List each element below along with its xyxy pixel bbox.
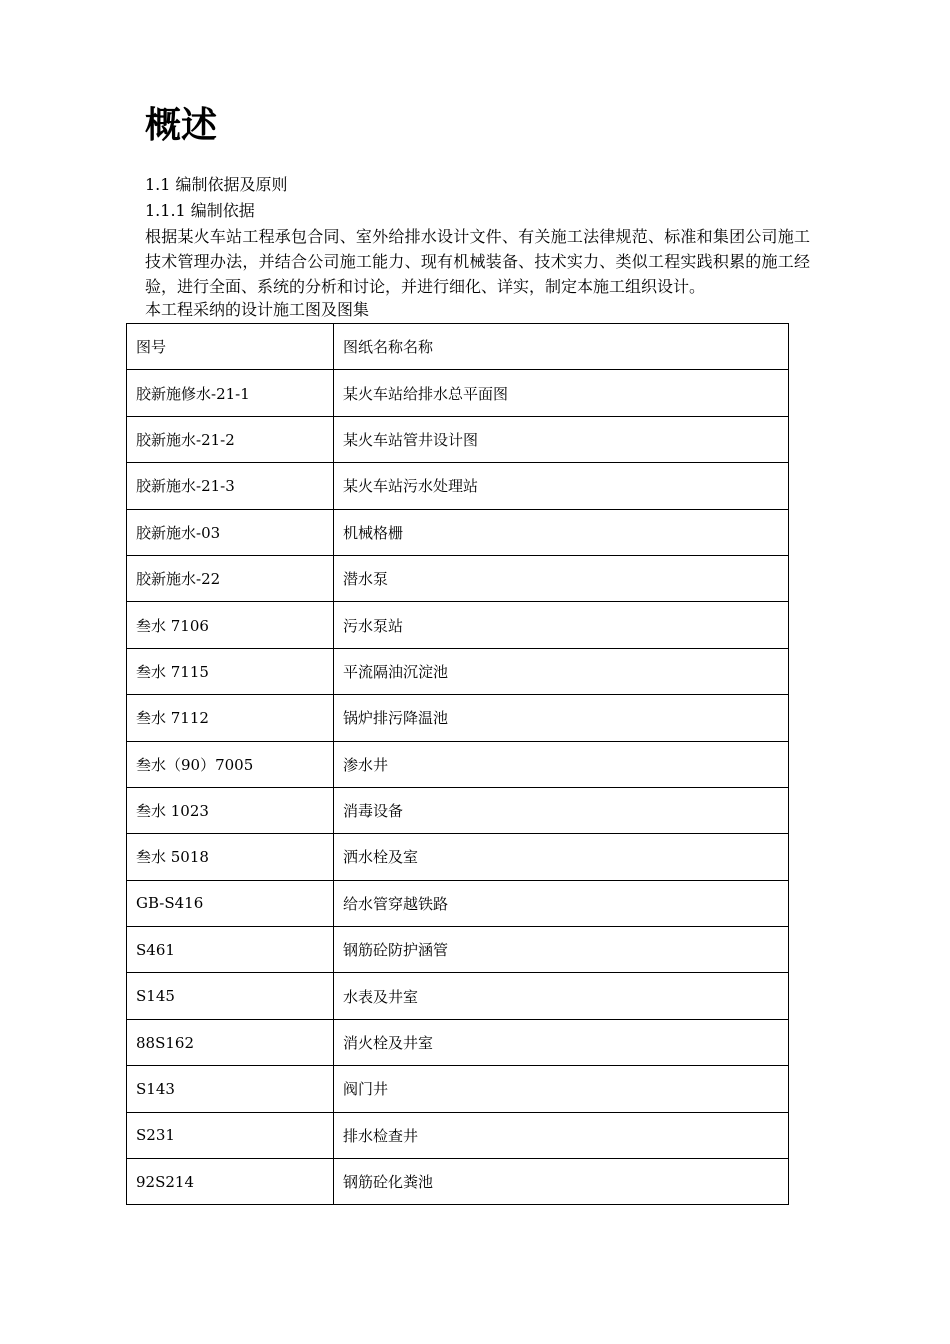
cell-drawing-number: S231 [127,1112,334,1158]
table-caption: 本工程采纳的设计施工图及图集 [145,300,370,319]
table-row [127,741,789,787]
cell-drawing-number: 叁水 1023 [127,787,334,833]
cell-drawing-number: 叁水（90）7005 [127,741,334,787]
table-row [127,602,789,648]
table-row [127,648,789,694]
cell-drawing-name: 洒水栓及室 [334,834,789,880]
cell-drawing-name: 某火车站污水处理站 [334,463,789,509]
cell-drawing-number: S461 [127,927,334,973]
cell-drawing-name: 水表及井室 [334,973,789,1019]
cell-drawing-number: 胶新施水-21-3 [127,463,334,509]
cell-drawing-number: S145 [127,973,334,1019]
cell-drawing-name: 阀门井 [334,1066,789,1112]
cell-drawing-name: 排水检查井 [334,1112,789,1158]
table-row [127,1066,789,1112]
table-row [127,509,789,555]
cell-drawing-name: 钢筋砼化粪池 [334,1159,789,1205]
table-row [127,1019,789,1065]
subsection-heading: 1.1.1 编制依据 [145,201,255,220]
header-drawing-number: 图号 [127,324,334,370]
cell-drawing-number: 叁水 7106 [127,602,334,648]
cell-drawing-number: 叁水 7115 [127,648,334,694]
table-row [127,787,789,833]
table-row [127,416,789,462]
table-row [127,695,789,741]
table-row [127,1112,789,1158]
cell-drawing-number: S143 [127,1066,334,1112]
cell-drawing-number: 胶新施修水-21-1 [127,370,334,416]
drawings-table-body [127,324,789,1205]
table-row [127,1159,789,1205]
cell-drawing-number: 胶新施水-03 [127,509,334,555]
table-header-row [127,324,789,370]
cell-drawing-name: 某火车站给排水总平面图 [334,370,789,416]
cell-drawing-number: GB-S416 [127,880,334,926]
cell-drawing-name: 消火栓及井室 [334,1019,789,1065]
page-title: 概述 [145,105,218,146]
cell-drawing-name: 钢筋砼防护涵管 [334,927,789,973]
cell-drawing-name: 平流隔油沉淀池 [334,648,789,694]
cell-drawing-name: 污水泵站 [334,602,789,648]
cell-drawing-name: 消毒设备 [334,787,789,833]
cell-drawing-number: 92S214 [127,1159,334,1205]
drawings-table [126,323,789,1205]
header-drawing-name: 图纸名称名称 [334,324,789,370]
cell-drawing-number: 胶新施水-22 [127,555,334,601]
table-row [127,834,789,880]
table-row [127,927,789,973]
table-row [127,463,789,509]
table-row [127,880,789,926]
cell-drawing-name: 渗水井 [334,741,789,787]
table-row [127,555,789,601]
cell-drawing-name: 某火车站管井设计图 [334,416,789,462]
cell-drawing-number: 胶新施水-21-2 [127,416,334,462]
cell-drawing-name: 潜水泵 [334,555,789,601]
cell-drawing-name: 给水管穿越铁路 [334,880,789,926]
cell-drawing-name: 机械格栅 [334,509,789,555]
table-row [127,370,789,416]
section-heading: 1.1 编制依据及原则 [145,175,288,194]
cell-drawing-number: 叁水 7112 [127,695,334,741]
cell-drawing-name: 锅炉排污降温池 [334,695,789,741]
cell-drawing-number: 88S162 [127,1019,334,1065]
table-row [127,973,789,1019]
cell-drawing-number: 叁水 5018 [127,834,334,880]
body-paragraph: 根据某火车站工程承包合同、室外给排水设计文件、有关施工法律规范、标准和集团公司施工技术管理办法，并结合公司施工能力、现有机械装备、技术实力、类似工程实践积累的施工经验，进行全面、系统的分析和讨论，并进行细化、详实，制定本施工组织设计。 [145,227,810,296]
